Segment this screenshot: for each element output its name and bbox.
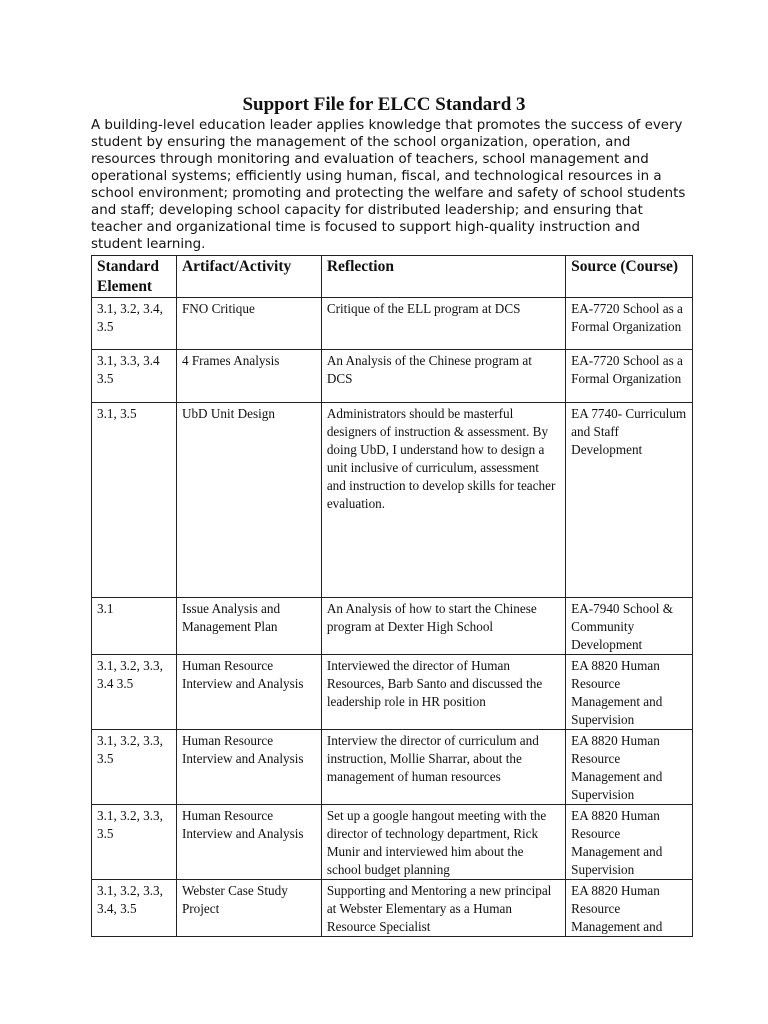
header-source-course: Source (Course)	[566, 256, 693, 298]
header-reflection: Reflection	[321, 256, 565, 298]
table-row	[92, 598, 693, 655]
table-row	[92, 805, 693, 880]
table-row	[92, 880, 693, 937]
source-cell: EA 8820 Human Resource Management and Supervision	[566, 805, 693, 880]
source-cell: EA-7720 School as a Formal Organization	[566, 350, 693, 403]
artifact-cell: FNO Critique	[176, 298, 321, 350]
header-standard-element: Standard Element	[92, 256, 177, 298]
table-row	[92, 655, 693, 730]
standard-cell: 3.1, 3.3, 3.4 3.5	[92, 350, 177, 403]
reflection-cell: An Analysis of how to start the Chinese program at Dexter High School	[321, 598, 565, 655]
table-header-row	[92, 256, 693, 298]
table-row	[92, 403, 693, 598]
reflection-cell: Interviewed the director of Human Resources, Barb Santo and discussed the leadership role in HR position	[321, 655, 565, 730]
artifact-cell: Human Resource Interview and Analysis	[176, 730, 321, 805]
source-cell: EA 8820 Human Resource Management and Supervision	[566, 730, 693, 805]
standard-cell: 3.1, 3.2, 3.4, 3.5	[92, 298, 177, 350]
source-cell: EA 8820 Human Resource Management and	[566, 880, 693, 937]
artifact-cell: Human Resource Interview and Analysis	[176, 655, 321, 730]
source-cell: EA-7720 School as a Formal Organization	[566, 298, 693, 350]
source-cell: EA-7940 School & Community Development	[566, 598, 693, 655]
standard-cell: 3.1, 3.2, 3.3, 3.5	[92, 805, 177, 880]
standard-description: A building-level education leader applies knowledge that promotes the success of every student by ensuring the management of the school organization, operation, and resources through monitoring and evaluation of teachers, school management and operational systems; efficiently using human, fiscal, and technological resources in a school environment; promoting and protecting the welfare and safety of school students and staff; developing school capacity for distributed leadership; and ensuring that teacher and organizational time is focused to support high-quality instruction and student learning.	[91, 118, 686, 252]
reflection-cell: Interview the director of curriculum and instruction, Mollie Sharrar, about the management of human resources	[321, 730, 565, 805]
reflection-cell: Critique of the ELL program at DCS	[321, 298, 565, 350]
source-cell: EA 7740- Curriculum and Staff Development	[566, 403, 693, 598]
standard-cell: 3.1, 3.2, 3.3, 3.5	[92, 730, 177, 805]
header-artifact-activity: Artifact/Activity	[176, 256, 321, 298]
reflection-cell: Set up a google hangout meeting with the director of technology department, Rick Munir and interviewed him about the school budget planning	[321, 805, 565, 880]
artifact-cell: Human Resource Interview and Analysis	[176, 805, 321, 880]
reflection-cell: Administrators should be masterful designers of instruction & assessment. By doing UbD, I understand how to design a unit inclusive of curriculum, assessment and instruction to develop skills for teacher evaluation.	[321, 403, 565, 598]
artifact-cell: 4 Frames Analysis	[176, 350, 321, 403]
table-row	[92, 350, 693, 403]
source-cell: EA 8820 Human Resource Management and Supervision	[566, 655, 693, 730]
standard-cell: 3.1, 3.2, 3.3, 3.4, 3.5	[92, 880, 177, 937]
standard-cell: 3.1	[92, 598, 177, 655]
artifact-cell: Issue Analysis and Management Plan	[176, 598, 321, 655]
table-row	[92, 298, 693, 350]
standard-cell: 3.1, 3.5	[92, 403, 177, 598]
support-table	[91, 255, 693, 937]
reflection-cell: Supporting and Mentoring a new principal at Webster Elementary as a Human Resource Specialist	[321, 880, 565, 937]
artifact-cell: UbD Unit Design	[176, 403, 321, 598]
reflection-cell: An Analysis of the Chinese program at DCS	[321, 350, 565, 403]
standard-cell: 3.1, 3.2, 3.3, 3.4 3.5	[92, 655, 177, 730]
table-row	[92, 730, 693, 805]
artifact-cell: Webster Case Study Project	[176, 880, 321, 937]
page-title: Support File for ELCC Standard 3	[242, 94, 526, 115]
